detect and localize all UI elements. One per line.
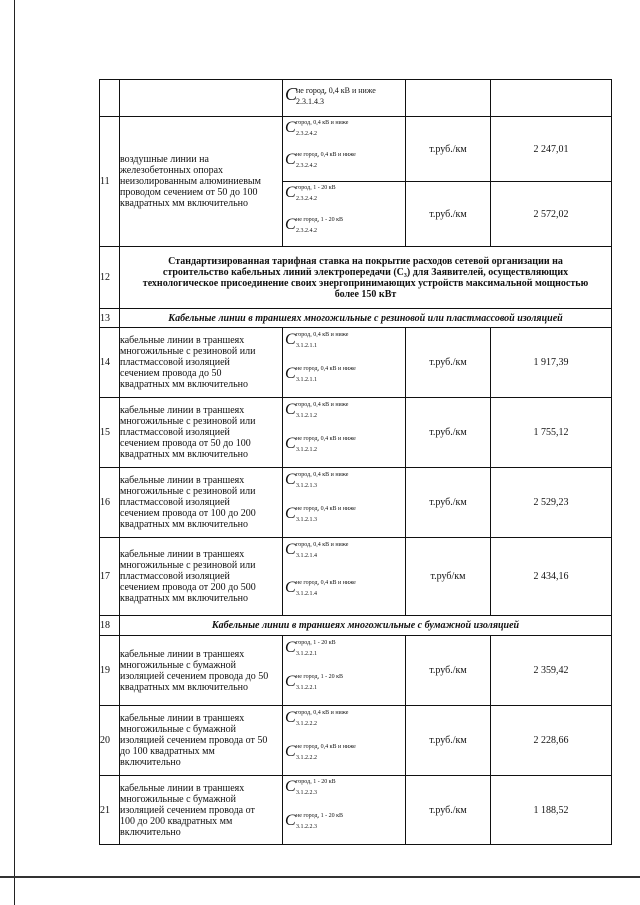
c-rate-formula: C город, 0,4 кВ и ниже 3.1.2.1.2 bbox=[285, 400, 349, 419]
row-number: 12 bbox=[100, 247, 120, 309]
section-header: Стандартизированная тарифная ставка на покрытие расходов сетевой организации на строительство кабельных линий электропередачи (C₃) для Заявителей, осуществляющих технологическое присоединение своих энергопринимающих устройств максимальной мощностью более 150 кВт bbox=[120, 247, 612, 309]
table-row bbox=[100, 328, 612, 398]
value-cell: 1 188,52 bbox=[491, 776, 612, 845]
c-rate-formula: C город, 0,4 кВ и ниже 3.1.2.1.3 bbox=[285, 470, 349, 489]
c-rate-formula: C не город, 0,4 кВ и ниже 3.1.2.1.1 bbox=[285, 364, 356, 383]
row-description: кабельные линии в траншеях многожильные с резиновой или пластмассовой изоляцией сечением провода от 50 до 100 квадратных мм включительно bbox=[120, 398, 283, 468]
value-cell: 1 917,39 bbox=[491, 328, 612, 398]
c-rate-formula: C город, 1 - 20 кВ 3.1.2.2.1 bbox=[285, 638, 336, 657]
table-row bbox=[100, 80, 612, 117]
row-number: 21 bbox=[100, 776, 120, 845]
value-cell: 2 228,66 bbox=[491, 706, 612, 776]
row-number: 20 bbox=[100, 706, 120, 776]
value-cell: 2 529,23 bbox=[491, 468, 612, 538]
row-description: кабельные линии в траншеях многожильные с бумажной изоляцией сечением провода от 50 до 100 квадратных мм включительно bbox=[120, 706, 283, 776]
c-rate-formula: C не город, 0,4 кВ и ниже 3.1.2.1.3 bbox=[285, 504, 356, 523]
c-rate-formula: C не город, 0,4 кВ и ниже 3.1.2.2.2 bbox=[285, 742, 356, 761]
tariff-table bbox=[99, 79, 612, 845]
c-rate-formula: C город, 1 - 20 кВ 2.3.2.4.2 bbox=[285, 184, 336, 202]
row-number: 11 bbox=[100, 117, 120, 247]
table-row bbox=[100, 706, 612, 776]
table-row bbox=[100, 616, 612, 636]
table-row bbox=[100, 468, 612, 538]
c-rate-formula: C город, 0,4 кВ и ниже 3.1.2.2.2 bbox=[285, 708, 349, 727]
c-rate-formula: C город, 1 - 20 кВ 3.1.2.2.3 bbox=[285, 778, 336, 796]
table-row bbox=[100, 117, 612, 182]
unit-cell: т.руб./км bbox=[406, 706, 491, 776]
c-rate-formula: C не город, 0,4 кВ и ниже 2.3.2.4.2 bbox=[285, 151, 356, 169]
row-number: 18 bbox=[100, 616, 120, 636]
table-row bbox=[100, 538, 612, 616]
row-description: кабельные линии в траншеях многожильные с бумажной изоляцией сечением провода до 50 квадратных мм включительно bbox=[120, 636, 283, 706]
table-row bbox=[100, 247, 612, 309]
row-number: 15 bbox=[100, 398, 120, 468]
table-row bbox=[100, 398, 612, 468]
row-number: 13 bbox=[100, 309, 120, 328]
c-rate-formula: C не город, 0,4 кВ и ниже 2.3.1.4.3 bbox=[285, 84, 376, 106]
c-rate-formula: C не город, 1 - 20 кВ 3.1.2.2.1 bbox=[285, 672, 343, 691]
row-number: 14 bbox=[100, 328, 120, 398]
c-rate-formula: C город, 0,4 кВ и ниже 2.3.2.4.2 bbox=[285, 119, 349, 137]
table-row bbox=[100, 636, 612, 706]
table-row bbox=[100, 309, 612, 328]
value-cell: 2 434,16 bbox=[491, 538, 612, 616]
row-number: 17 bbox=[100, 538, 120, 616]
c-rate-formula: C не город, 0,4 кВ и ниже 3.1.2.1.2 bbox=[285, 434, 356, 453]
value-cell: 2 247,01 bbox=[491, 117, 612, 182]
row-description: кабельные линии в траншеях многожильные с резиновой или пластмассовой изоляцией сечением провода от 200 до 500 квадратных мм включительно bbox=[120, 538, 283, 616]
section-title: Кабельные линии в траншеях многожильные с бумажной изоляцией bbox=[120, 616, 612, 636]
scan-edge-bottom bbox=[0, 876, 640, 878]
unit-cell: т.руб./км bbox=[406, 398, 491, 468]
row-number: 19 bbox=[100, 636, 120, 706]
c-rate-formula: C не город, 0,4 кВ и ниже 3.1.2.1.4 bbox=[285, 578, 356, 597]
c-rate-formula: C город, 0,4 кВ и ниже 3.1.2.1.1 bbox=[285, 330, 349, 349]
table-row bbox=[100, 776, 612, 845]
c-rate-formula: C не город, 1 - 20 кВ 3.1.2.2.3 bbox=[285, 812, 343, 830]
unit-cell: т.руб./км bbox=[406, 117, 491, 182]
value-cell: 1 755,12 bbox=[491, 398, 612, 468]
unit-cell: т.руб/км bbox=[406, 538, 491, 616]
c-rate-formula: C не город, 1 - 20 кВ 2.3.2.4.2 bbox=[285, 216, 343, 234]
row-description: воздушные линии на железобетонных опорах неизолированным алюминиевым проводом сечением от 50 до 100 квадратных мм включительно bbox=[120, 117, 283, 247]
unit-cell: т.руб./км bbox=[406, 776, 491, 845]
row-number: 16 bbox=[100, 468, 120, 538]
c-rate-formula: C город, 0,4 кВ и ниже 3.1.2.1.4 bbox=[285, 540, 349, 559]
unit-cell: т.руб./км bbox=[406, 636, 491, 706]
row-description: кабельные линии в траншеях многожильные с резиновой или пластмассовой изоляцией сечением провода до 50 квадратных мм включительно bbox=[120, 328, 283, 398]
value-cell: 2 359,42 bbox=[491, 636, 612, 706]
unit-cell: т.руб./км bbox=[406, 328, 491, 398]
scan-edge-left bbox=[14, 0, 15, 905]
row-description: кабельные линии в траншеях многожильные с резиновой или пластмассовой изоляцией сечением провода от 100 до 200 квадратных мм включительно bbox=[120, 468, 283, 538]
row-description: кабельные линии в траншеях многожильные с бумажной изоляцией сечением провода от 100 до 200 квадратных мм включительно bbox=[120, 776, 283, 845]
section-title: Кабельные линии в траншеях многожильные с резиновой или пластмассовой изоляцией bbox=[120, 309, 612, 328]
unit-cell: т.руб./км bbox=[406, 468, 491, 538]
value-cell: 2 572,02 bbox=[491, 182, 612, 247]
unit-cell: т.руб./км bbox=[406, 182, 491, 247]
